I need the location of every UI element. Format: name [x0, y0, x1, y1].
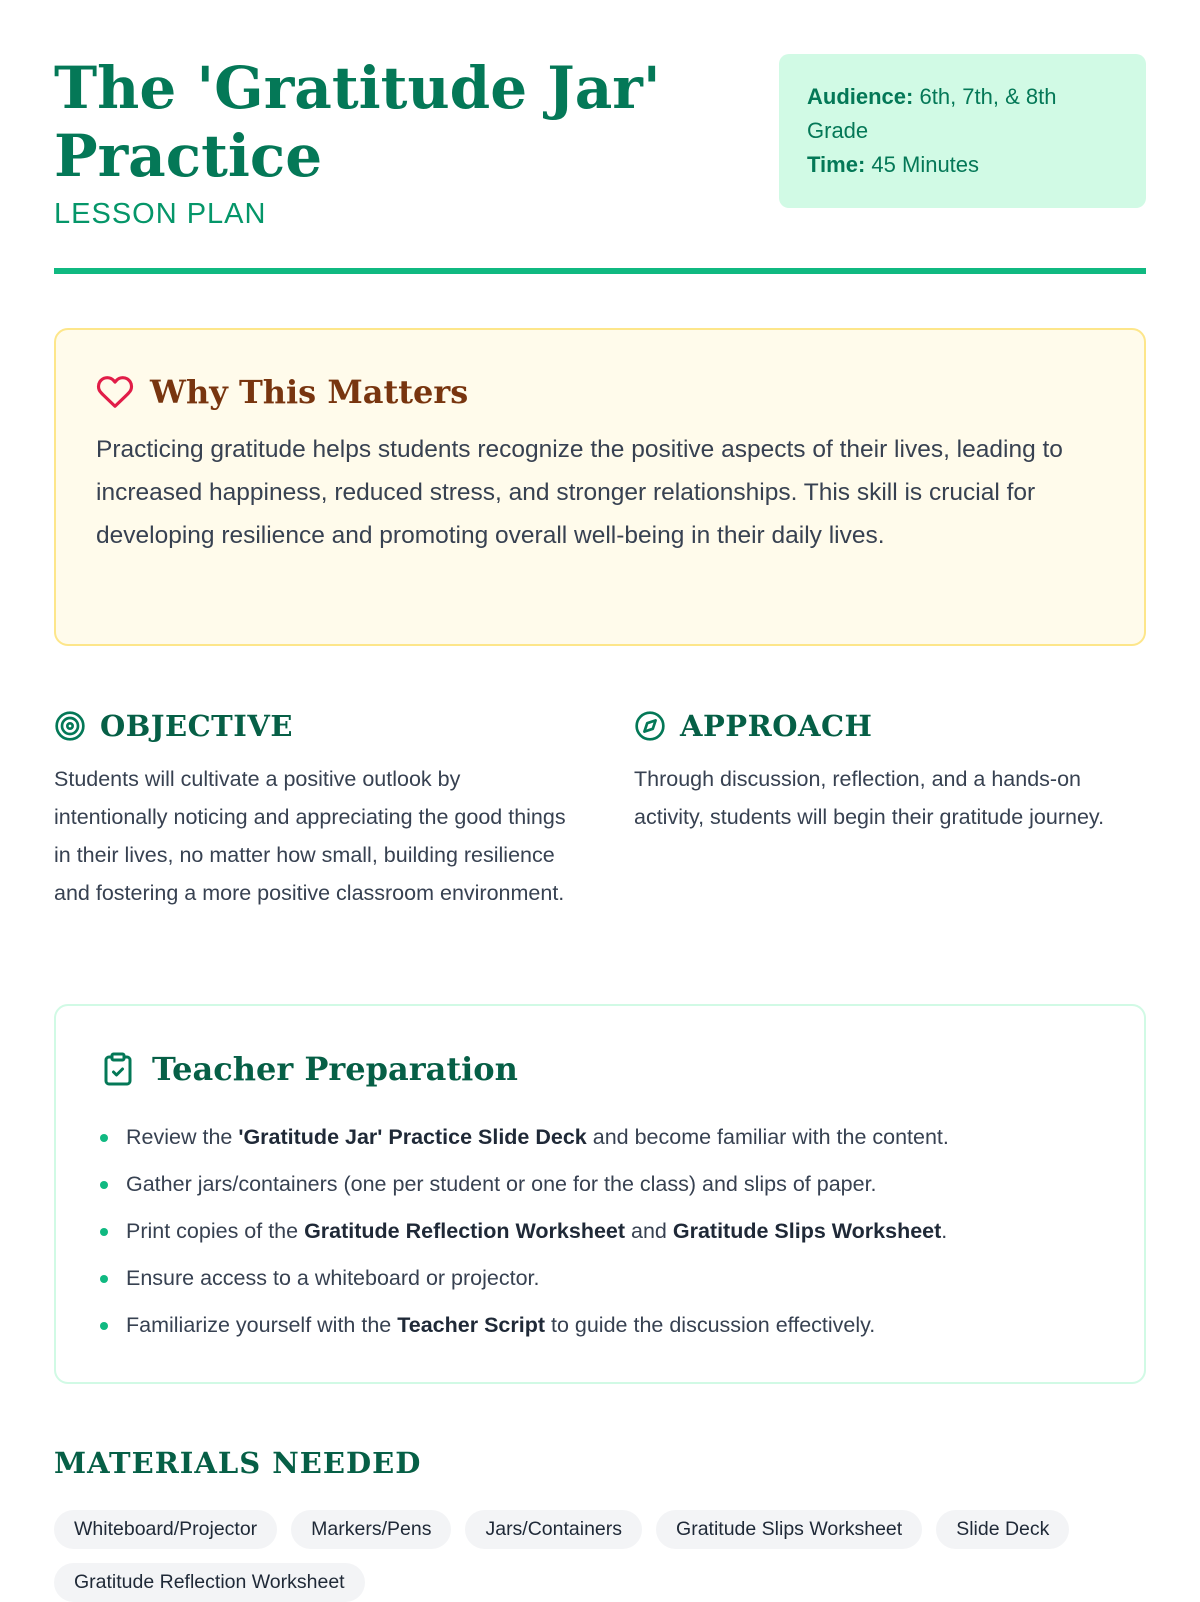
item-bold: Gratitude Slips Worksheet [672, 1219, 942, 1243]
time-line [807, 148, 1118, 182]
approach-text: Through discussion, reflection, and a hands-on activity, students will begin their gratitude journey. [634, 767, 1105, 829]
material-tag: Jars/Containers [465, 1510, 642, 1549]
header [54, 0, 1146, 274]
objective-text: Students will cultivate a positive outlook by intentionally noticing and appreciating the good things in their lives, no matter how small, building resilience and fostering a more positive classroom environment. [54, 767, 566, 905]
item-bold: Teacher Script [397, 1313, 546, 1337]
materials-section [54, 1446, 1146, 1602]
list-item [100, 1114, 1100, 1161]
approach-title: APPROACH [680, 709, 873, 743]
objective-section [54, 706, 566, 912]
clipboard-check-icon [100, 1051, 136, 1087]
item-text: . [941, 1219, 948, 1243]
preparation-list [100, 1114, 1100, 1349]
why-text: Practicing gratitude helps students recognize the positive aspects of their lives, leading to increased happiness, reduced stress, and stronger relationships. This skill is crucial for developing resilience and promoting overall well-being in their daily lives. [96, 436, 1063, 549]
list-item [100, 1302, 1100, 1349]
objective-approach-row [54, 706, 1146, 912]
heart-icon [96, 373, 134, 411]
audience-line [807, 80, 1118, 148]
time-value: 45 Minutes [871, 152, 980, 177]
item-text: Gather jars/containers (one per student or one for the class) and slips of paper. [126, 1172, 877, 1196]
why-section [54, 328, 1146, 646]
header-divider [54, 268, 1146, 274]
objective-title: OBJECTIVE [100, 709, 293, 743]
time-label: Time: [807, 152, 866, 177]
material-tag: Gratitude Slips Worksheet [656, 1510, 922, 1549]
preparation-header [100, 1046, 1100, 1092]
item-text: and [625, 1219, 673, 1243]
objective-header [54, 706, 566, 746]
why-title: Why This Matters [150, 373, 469, 411]
target-icon [54, 710, 86, 742]
approach-header [634, 706, 1146, 746]
info-box [779, 54, 1146, 208]
materials-tags [54, 1510, 1146, 1602]
list-item [100, 1161, 1100, 1208]
item-text: Familiarize yourself with the [126, 1313, 398, 1337]
item-text: and become familiar with the content. [586, 1125, 949, 1149]
teacher-preparation-section [54, 1004, 1146, 1384]
item-bold: 'Gratitude Jar' Practice Slide Deck [238, 1125, 587, 1149]
bullet-dot [100, 1181, 108, 1189]
page-title: The 'Gratitude Jar' Practice [54, 54, 661, 190]
audience-value: 6th, 7th, & 8th Grade [807, 84, 1057, 143]
why-header [96, 370, 1104, 414]
material-tag: Gratitude Reflection Worksheet [54, 1563, 365, 1602]
audience-label: Audience: [807, 84, 914, 109]
item-bold: Gratitude Reflection Worksheet [304, 1219, 626, 1243]
compass-icon [634, 710, 666, 742]
approach-section [634, 706, 1146, 912]
list-item [100, 1208, 1100, 1255]
bullet-dot [100, 1134, 108, 1142]
item-text: to guide the discussion effectively. [545, 1313, 876, 1337]
item-text: Print copies of the [126, 1219, 305, 1243]
material-tag: Markers/Pens [291, 1510, 451, 1549]
preparation-title: Teacher Preparation [152, 1050, 518, 1088]
item-text: Review the [126, 1125, 239, 1149]
bullet-dot [100, 1275, 108, 1283]
materials-title: MATERIALS NEEDED [54, 1446, 422, 1480]
material-tag: Slide Deck [936, 1510, 1069, 1549]
bullet-dot [100, 1322, 108, 1330]
bullet-dot [100, 1228, 108, 1236]
item-text: Ensure access to a whiteboard or projector. [126, 1266, 540, 1290]
list-item [100, 1255, 1100, 1302]
page-subtitle: LESSON PLAN [54, 198, 267, 230]
material-tag: Whiteboard/Projector [54, 1510, 277, 1549]
